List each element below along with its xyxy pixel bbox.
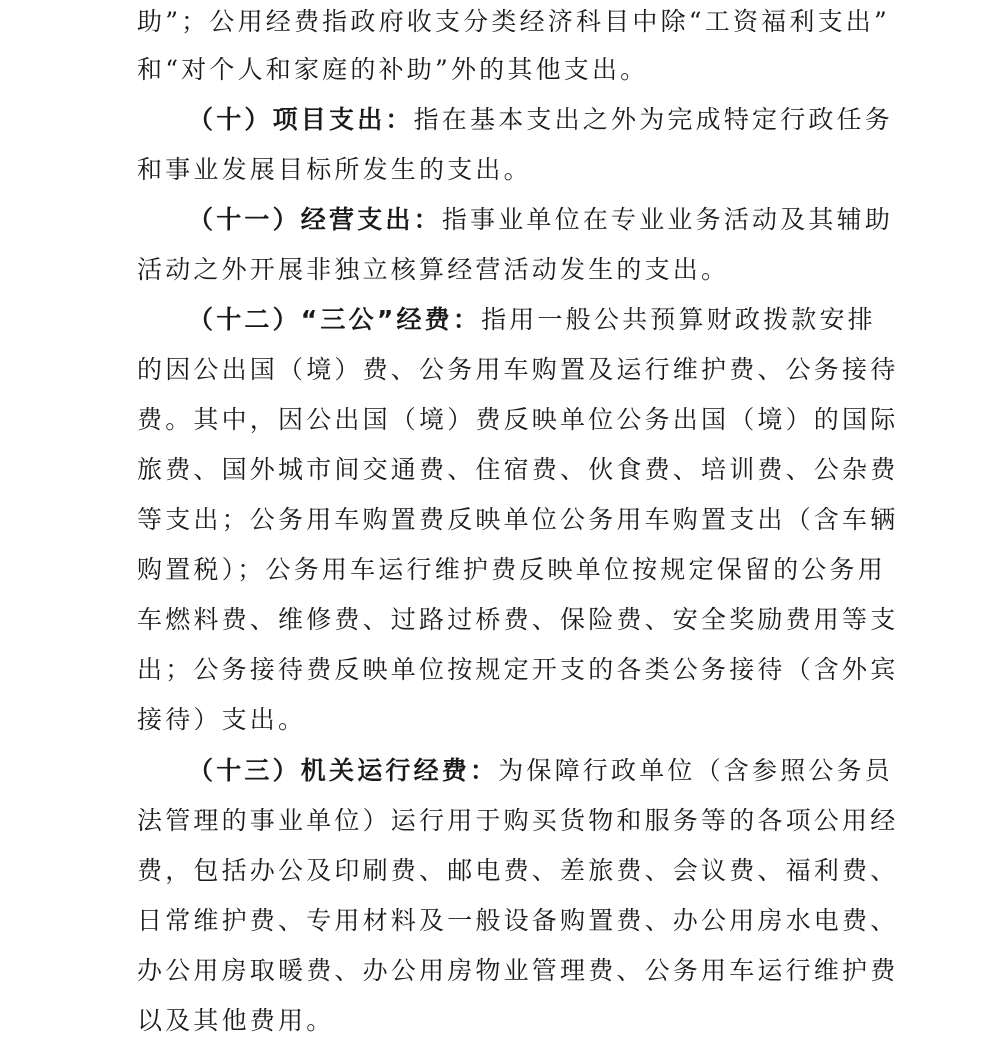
line-text: 费。其中，因公出国（境）费反映单位公务出国（境）的国际: [137, 405, 899, 434]
text-line: [137, 600, 897, 640]
line-text: 以及其他费用。: [137, 1006, 335, 1035]
line-text: 为保障行政单位（含参照公务员: [498, 756, 894, 785]
text-line: [137, 700, 897, 740]
line-text: 的因公出国（境）费、公务用车购置及运行维护费、公务接待: [137, 355, 899, 384]
line-text: 等支出；公务用车购置费反映单位公务用车购置支出（含车辆: [137, 505, 899, 534]
line-text: 办公用房取暖费、办公用房物业管理费、公务用车运行维护费: [137, 956, 899, 985]
section-heading: （十三）机关运行经费：: [188, 756, 499, 785]
section-heading: （十二）“三公”经费：: [188, 305, 482, 334]
text-line: [137, 550, 897, 590]
line-text: 购置税）；公务用车运行维护费反映单位按规定保留的公务用: [137, 555, 886, 584]
text-line: [137, 801, 897, 841]
text-line: [137, 450, 897, 490]
line-text: 费，包括办公及印刷费、邮电费、差旅费、会议费、福利费、: [137, 856, 899, 885]
line-text: 助”；公用经费指政府收支分类经济科目中除“工资福利支出”: [137, 7, 890, 36]
line-text: 和“对个人和家庭的补助”外的其他支出。: [137, 55, 649, 84]
line-text: 日常维护费、专用材料及一般设备购置费、办公用房水电费、: [137, 906, 899, 935]
text-line: [137, 901, 897, 941]
text-line: [137, 150, 897, 190]
section-heading: （十）项目支出：: [188, 105, 414, 134]
line-text: 指事业单位在专业业务活动及其辅助: [441, 205, 894, 234]
line-text: 和事业发展目标所发生的支出。: [137, 155, 532, 184]
line-text: 法管理的事业单位）运行用于购买货物和服务等的各项公用经: [137, 806, 899, 835]
section-heading-line: [188, 300, 948, 340]
line-text: 指在基本支出之外为完成特定行政任务: [413, 105, 894, 134]
text-line: [137, 400, 897, 440]
line-text: 接待）支出。: [137, 705, 307, 734]
text-line: [137, 650, 897, 690]
line-text: 旅费、国外城市间交通费、住宿费、伙食费、培训费、公杂费: [137, 455, 899, 484]
section-heading-line: [188, 100, 948, 140]
text-line: [137, 50, 897, 90]
line-text: 出；公务接待费反映单位按规定开支的各类公务接待（含外宾: [137, 655, 899, 684]
line-text: 指用一般公共预算财政拨款安排: [481, 305, 876, 334]
section-heading: （十一）经营支出：: [188, 205, 442, 234]
text-line: [137, 951, 897, 991]
line-text: 活动之外开展非独立核算经营活动发生的支出。: [137, 255, 730, 284]
text-line: [137, 350, 897, 390]
section-heading-line: [188, 200, 948, 240]
text-line: [137, 500, 897, 540]
text-line: [137, 2, 897, 42]
text-line: [137, 250, 897, 290]
text-line: [137, 1001, 897, 1041]
text-line: [137, 851, 897, 891]
line-text: 车燃料费、维修费、过路过桥费、保险费、安全奖励费用等支: [137, 605, 899, 634]
section-heading-line: [188, 751, 948, 791]
